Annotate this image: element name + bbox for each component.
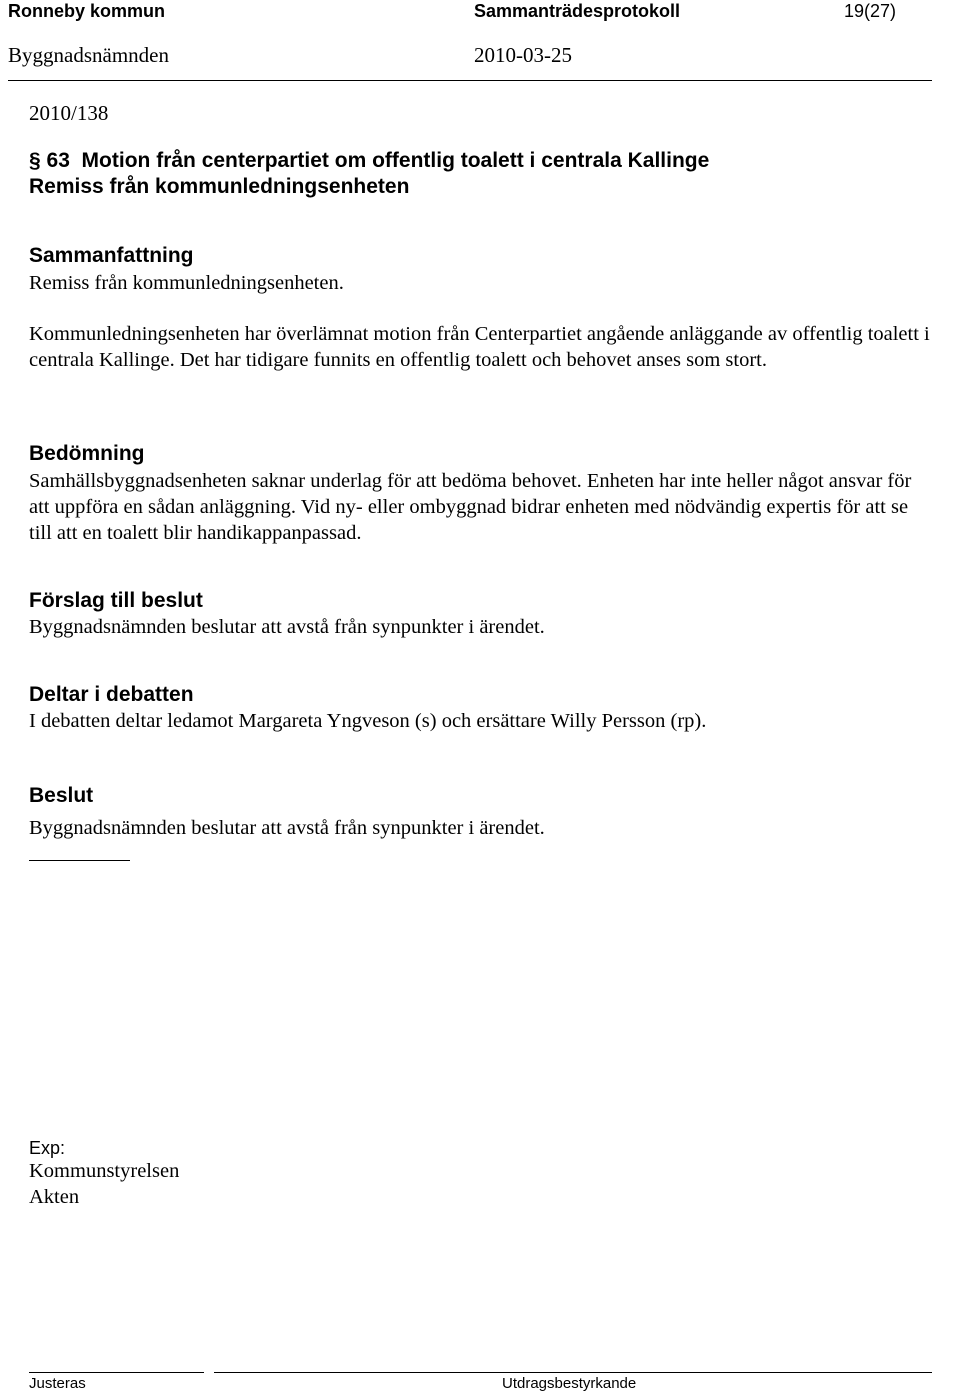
- proposal-heading: Förslag till beslut: [29, 589, 203, 612]
- decision-end-rule: [29, 860, 130, 861]
- distribution-recipient: Kommunstyrelsen: [29, 1160, 180, 1182]
- case-number: 2010/138: [29, 101, 109, 125]
- document-type: Sammanträdesprotokoll: [474, 1, 681, 21]
- meeting-date: 2010-03-25: [474, 43, 572, 67]
- section-title-line1: 63 Motion från centerpartiet om offentlig toalett i centrala Kallinge: [46, 149, 710, 172]
- footer-justeras: Justeras: [29, 1375, 86, 1392]
- header-rule: [8, 80, 932, 81]
- summary-paragraph: Kommunledningsenheten har överlämnat motion från Centerpartiet angående anläggande av offentlig toalett i centrala Kallinge. Det har tidigare funnits en offentlig toalett och behovet anses som stort.: [29, 323, 930, 371]
- distribution-recipient: Akten: [29, 1186, 80, 1208]
- decision-text: Byggnadsnämnden beslutar att avstå från synpunkter i ärendet.: [29, 817, 545, 839]
- distribution-label: Exp:: [29, 1138, 66, 1158]
- footer-rule-right: [214, 1372, 932, 1373]
- summary-heading: Sammanfattning: [29, 244, 194, 267]
- board-name: Byggnadsnämnden: [8, 43, 169, 67]
- summary-line1: Remiss från kommunledningsenheten.: [29, 272, 344, 294]
- assessment-paragraph: Samhällsbyggnadsenheten saknar underlag för att bedöma behovet. Enheten har inte heller något ansvar för att uppföra en sådan anläggning. Vid ny- eller ombyggnad bidrar enheten med nödvändig expertis för att se till att en toalett blir handikappanpassad.: [29, 470, 912, 544]
- proposal-text: Byggnadsnämnden beslutar att avstå från synpunkter i ärendet.: [29, 616, 545, 638]
- section-title-line2: Remiss från kommunledningsenheten: [29, 175, 410, 198]
- municipality-name: Ronneby kommun: [8, 1, 166, 21]
- decision-heading: Beslut: [29, 784, 94, 807]
- assessment-heading: Bedömning: [29, 442, 145, 465]
- debate-text: I debatten deltar ledamot Margareta Yngveson (s) och ersättare Willy Persson (rp).: [29, 710, 707, 732]
- debate-heading: Deltar i debatten: [29, 683, 194, 706]
- section-title: [29, 148, 709, 174]
- footer-utdragsbestyrkande: Utdragsbestyrkande: [502, 1375, 637, 1392]
- page-number: 19(27): [844, 1, 897, 21]
- footer-rule-left: [29, 1372, 204, 1373]
- section-symbol: §: [29, 149, 41, 172]
